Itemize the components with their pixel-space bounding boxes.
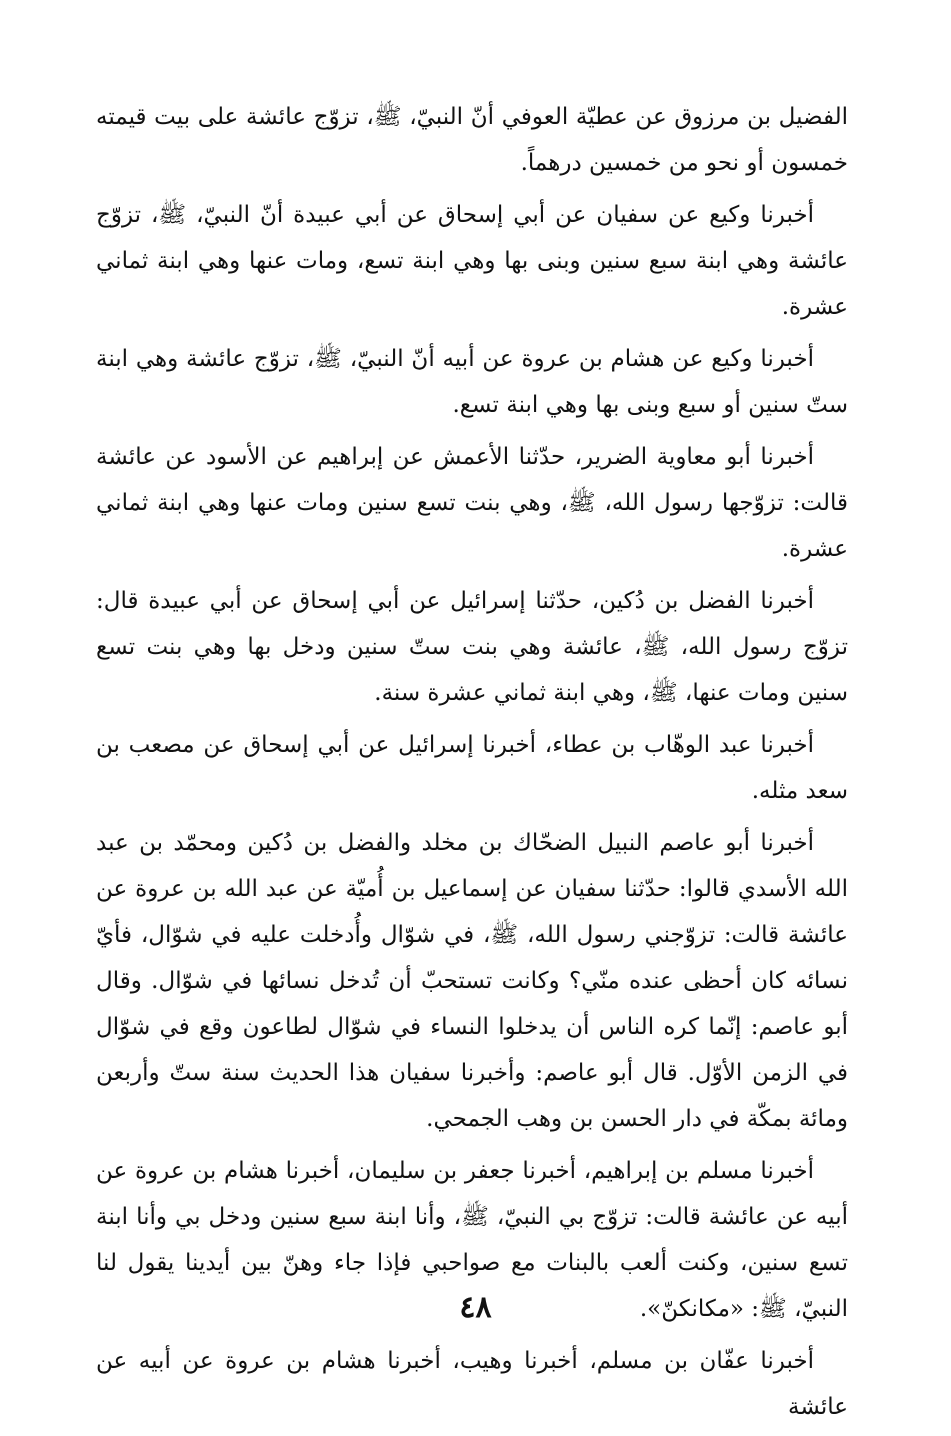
page-number: ٤٨: [459, 1290, 492, 1325]
paragraph-5: أخبرنا الفضل بن دُكين، حدّثنا إسرائيل عن أبي إسحاق عن أبي عبيدة قال: تزوّج رسول الله، ﷺ، عائشة وهي بنت ستّ سنين ودخل بها وهي بنت تسع سنين ومات عنها، ﷺ، وهي ابنة ثماني عشرة سنة.: [96, 588, 848, 706]
page-body: [96, 94, 848, 1436]
paragraph-2: أخبرنا وكيع عن سفيان عن أبي إسحاق عن أبي عبيدة أنّ النبيّ، ﷺ، تزوّج عائشة وهي ابنة سبع سنين وبنى بها وهي ابنة تسع، ومات عنها وهي ابنة ثماني عشرة.: [96, 202, 848, 320]
paragraph-3: أخبرنا وكيع عن هشام بن عروة عن أبيه أنّ النبيّ، ﷺ، تزوّج عائشة وهي ابنة ستّ سنين أو سبع وبنى بها وهي ابنة تسع.: [96, 346, 848, 418]
paragraph-7: أخبرنا أبو عاصم النبيل الضحّاك بن مخلد والفضل بن دُكين ومحمّد بن عبد الله الأسدي قالوا: حدّثنا سفيان عن إسماعيل بن أُميّة عن عبد الله بن عروة عن عائشة قالت: تزوّجني رسول الله، ﷺ، في شوّال وأُدخلت عليه في شوّال، فأيّ نسائه كان أحظى عنده منّي؟ وكانت تستحبّ أن تُدخل نسائها في شوّال. وقال أبو عاصم: إنّما كره الناس أن يدخلوا النساء في شوّال لطاعون وقع في شوّال في الزمن الأوّل. قال أبو عاصم: وأخبرنا سفيان هذا الحديث سنة ستّ وأربعن ومائة بمكّة في دار الحسن بن وهب الجمحي.: [96, 830, 848, 1132]
paragraph-9: أخبرنا عفّان بن مسلم، أخبرنا وهيب، أخبرنا هشام بن عروة عن أبيه عن عائشة: [96, 1348, 848, 1420]
paragraph-8: أخبرنا مسلم بن إبراهيم، أخبرنا جعفر بن سليمان، أخبرنا هشام بن عروة عن أبيه عن عائشة قالت: تزوّج بي النبيّ، ﷺ، وأنا ابنة سبع سنين ودخل بي وأنا ابنة تسع سنين، وكنت ألعب بالبنات مع صواحبي فإذا جاء وهنّ بين أيدينا يقول لنا النبيّ، ﷺ: «مكانكنّ».: [96, 1158, 848, 1322]
paragraph-6: أخبرنا عبد الوهّاب بن عطاء، أخبرنا إسرائيل عن أبي إسحاق عن مصعب بن سعد مثله.: [96, 732, 848, 804]
paragraph-4: أخبرنا أبو معاوية الضرير، حدّثنا الأعمش عن إبراهيم عن الأسود عن عائشة قالت: تزوّجها رسول الله، ﷺ، وهي بنت تسع سنين ومات عنها وهي ابنة ثماني عشرة.: [96, 444, 848, 562]
paragraph-1: الفضيل بن مرزوق عن عطيّة العوفي أنّ النبيّ، ﷺ، تزوّج عائشة على بيت قيمته خمسون أو نحو من خمسين درهماً.: [96, 104, 848, 176]
